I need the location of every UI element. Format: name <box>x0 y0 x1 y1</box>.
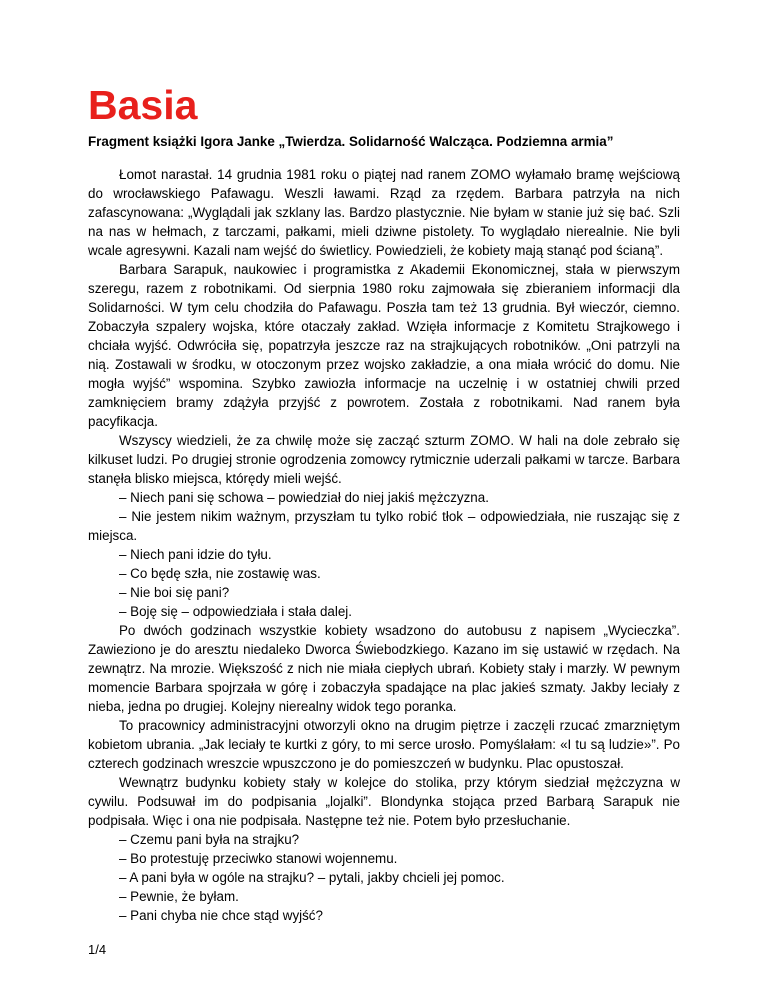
dialogue-line: – Niech pani idzie do tyłu. <box>119 547 272 562</box>
paragraph: Wszyscy wiedzieli, że za chwilę może się zacząć szturm ZOMO. W hali na dole zebrało się kilkuset ludzi. Po drugiej stronie ogrodzenia zomowcy rytmicznie uderzali pałkami w tarcze. Barbara stanęła blisko miejsca, którędy mieli wejść. <box>88 433 680 486</box>
paragraph: Po dwóch godzinach wszystkie kobiety wsadzono do autobusu z napisem „Wycieczka”. Zawieziono je do aresztu niedaleko Dworca Świebodzkiego. Kazano im się ustawić w rzędach. Na zewnątrz. Na mrozie. Większość z nich nie miała ciepłych ubrań. Kobiety stały i marzły. W pewnym momencie Barbara spojrzała w górę i zobaczyła spadające na plac jakieś szmaty. Jakby leciały z nieba, jedna po drugiej. Kolejny nierealny widok tego poranka. <box>88 623 680 714</box>
dialogue-line: – A pani była w ogóle na strajku? – pytali, jakby chcieli jej pomoc. <box>119 870 505 885</box>
dialogue-line: – Nie jestem nikim ważnym, przyszłam tu tylko robić tłok – odpowiedziała, nie ruszając się z miejsca. <box>88 509 680 543</box>
dialogue-line: – Pewnie, że byłam. <box>119 889 239 904</box>
dialogue-line: – Niech pani się schowa – powiedział do niej jakiś mężczyzna. <box>119 490 489 505</box>
dialogue-line: – Bo protestuję przeciwko stanowi wojennemu. <box>119 851 398 866</box>
article-body <box>88 165 680 925</box>
page-subtitle: Fragment książki Igora Janke „Twierdza. Solidarność Walcząca. Podziemna armia” <box>88 134 614 149</box>
document-page <box>88 80 680 925</box>
page-title: Basia <box>88 82 198 128</box>
dialogue-line: – Boję się – odpowiedziała i stała dalej. <box>119 604 352 619</box>
paragraph: Łomot narastał. 14 grudnia 1981 roku o piątej nad ranem ZOMO wyłamało bramę wejściową do wrocławskiego Pafawagu. Weszli ławami. Rząd za rzędem. Barbara patrzyła na nich zafascynowana: „Wyglądali jak szklany las. Bardzo plastycznie. Nie byłam w stanie już się bać. Szli na nas w hełmach, z tarczami, pałkami, mieli dziwne pistolety. To wyglądało nierealnie. Nie byli wcale agresywni. Kazali nam wejść do świetlicy. Powiedzieli, że kobiety mają stanąć pod ścianą”. <box>88 167 680 258</box>
paragraph: To pracownicy administracyjni otworzyli okno na drugim piętrze i zaczęli rzucać zmarzniętym kobietom ubrania. „Jak leciały te kurtki z góry, to mi serce urosło. Pomyślałam: «I tu są ludzie»”. Po czterech godzinach wreszcie wpuszczono je do pomieszczeń w budynku. Plac opustoszał. <box>88 718 680 771</box>
dialogue-line: – Nie boi się pani? <box>119 585 230 600</box>
paragraph: Wewnątrz budynku kobiety stały w kolejce do stolika, przy którym siedział mężczyzna w cywilu. Podsuwał im do podpisania „lojalki”. Blondynka stojąca przed Barbarą Sarapuk nie podpisała. Więc i ona nie podpisała. Następne też nie. Potem było przesłuchanie. <box>88 775 680 828</box>
page-number: 1/4 <box>88 942 107 957</box>
dialogue-line: – Czemu pani była na strajku? <box>119 832 300 847</box>
dialogue-line: – Co będę szła, nie zostawię was. <box>119 566 321 581</box>
dialogue-line: – Pani chyba nie chce stąd wyjść? <box>119 908 323 923</box>
paragraph: Barbara Sarapuk, naukowiec i programistka z Akademii Ekonomicznej, stała w pierwszym szeregu, razem z robotnikami. Od sierpnia 1980 roku zajmowała się zbieraniem informacji dla Solidarności. W tym celu chodziła do Pafawagu. Poszła tam też 13 grudnia. Był wieczór, ciemno. Zobaczyła szpalery wojska, które otaczały zakład. Wzięła informacje z Komitetu Strajkowego i chciała wyjść. Odwróciła się, popatrzyła jeszcze raz na strajkujących robotników. „Oni patrzyli na nią. Zostawali w środku, w otoczonym przez wojsko zakładzie, a ona miała wrócić do domu. Nie mogła wyjść” wspomina. Szybko zawiozła informacje na uczelnię i w ostatniej chwili przed zamknięciem bramy zdążyła przyjść z powrotem. Została z robotnikami. Nad ranem była pacyfikacja. <box>88 262 680 429</box>
